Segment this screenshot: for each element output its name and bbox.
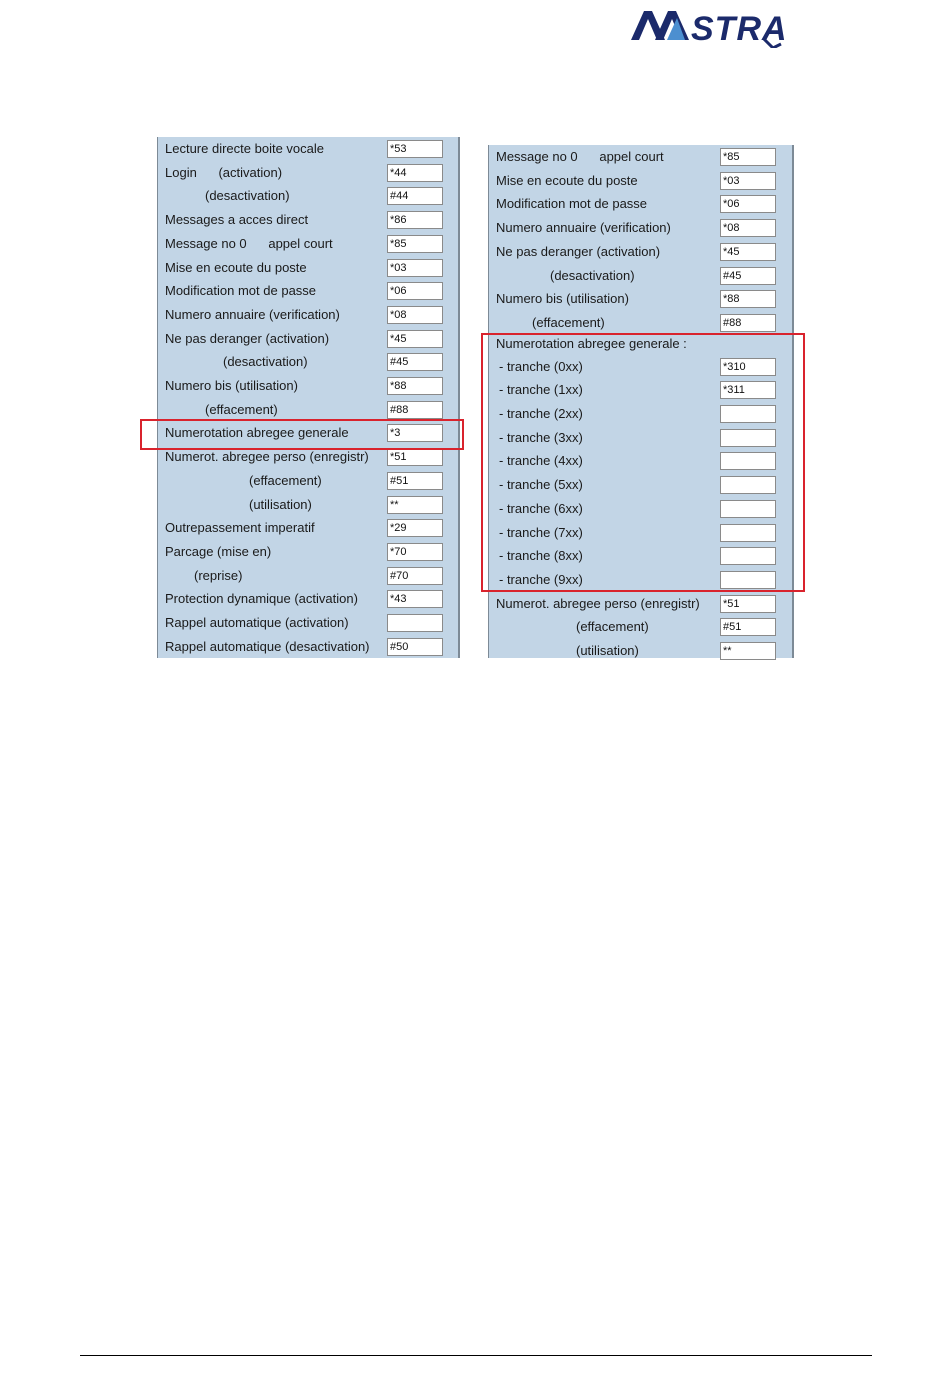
- code-input-left-11[interactable]: [387, 401, 443, 419]
- setting-label: Numerotation abregee generale: [165, 425, 349, 441]
- code-input-left-1[interactable]: [387, 164, 443, 182]
- code-input-right-5[interactable]: [720, 267, 776, 285]
- code-input-tranche-5[interactable]: [720, 476, 776, 494]
- code-input-tranche-4[interactable]: [720, 452, 776, 470]
- code-input-tranche-9[interactable]: [720, 571, 776, 589]
- setting-row: [158, 517, 458, 541]
- code-input-right-0[interactable]: [720, 148, 776, 166]
- setting-row: [489, 593, 792, 617]
- setting-label: Protection dynamique (activation): [165, 591, 358, 607]
- setting-row: [158, 588, 458, 612]
- setting-label: - tranche (0xx): [499, 358, 583, 374]
- code-input-tranche-8[interactable]: [720, 547, 776, 565]
- code-input-left-14[interactable]: [387, 472, 443, 490]
- code-input-left-7[interactable]: [387, 306, 443, 324]
- setting-row: [489, 288, 792, 312]
- setting-label: (utilisation): [249, 496, 312, 512]
- code-input-right-2[interactable]: [720, 195, 776, 213]
- setting-label: (desactivation): [205, 188, 290, 204]
- code-input-left-4[interactable]: [387, 235, 443, 253]
- setting-label: Numero annuaire (verification): [496, 220, 671, 236]
- setting-row: [489, 569, 792, 593]
- code-input-tranche-1[interactable]: [720, 381, 776, 399]
- setting-row: [158, 494, 458, 518]
- code-input-tranche-2[interactable]: [720, 405, 776, 423]
- setting-label: Numerot. abregee perso (enregistr): [496, 595, 700, 611]
- setting-row: [158, 470, 458, 494]
- code-input-tail-2[interactable]: [720, 642, 776, 660]
- code-input-left-5[interactable]: [387, 259, 443, 277]
- setting-row: [158, 233, 458, 257]
- setting-label: - tranche (5xx): [499, 477, 583, 493]
- setting-row: [489, 217, 792, 241]
- setting-row: [158, 375, 458, 399]
- left-config-panel: [157, 137, 460, 658]
- code-input-left-8[interactable]: [387, 330, 443, 348]
- setting-row: [489, 498, 792, 522]
- setting-row: [489, 616, 792, 640]
- setting-label: (desactivation): [550, 267, 635, 283]
- code-input-left-16[interactable]: [387, 519, 443, 537]
- code-input-right-6[interactable]: [720, 290, 776, 308]
- setting-row: [489, 640, 792, 664]
- setting-label: (effacement): [205, 401, 278, 417]
- setting-label: Login (activation): [165, 164, 283, 180]
- setting-label: (effacement): [249, 472, 322, 488]
- code-input-left-10[interactable]: [387, 377, 443, 395]
- setting-row: [158, 257, 458, 281]
- setting-row: [158, 446, 458, 470]
- setting-label: - tranche (1xx): [499, 382, 583, 398]
- setting-label: - tranche (4xx): [499, 453, 583, 469]
- setting-label: Message no 0 appel court: [496, 149, 664, 164]
- setting-label: - tranche (7xx): [499, 524, 583, 540]
- code-input-tranche-6[interactable]: [720, 500, 776, 518]
- code-input-left-13[interactable]: [387, 448, 443, 466]
- setting-label: Ne pas deranger (activation): [496, 243, 661, 259]
- code-input-tranche-3[interactable]: [720, 429, 776, 447]
- setting-label: Numerot. abregee perso (enregistr): [165, 449, 369, 465]
- code-input-right-7[interactable]: [720, 314, 776, 332]
- setting-label: Numero annuaire (verification): [165, 306, 340, 322]
- code-input-left-9[interactable]: [387, 353, 443, 371]
- code-input-left-12[interactable]: [387, 424, 443, 442]
- setting-label: Rappel automatique (desactivation): [165, 638, 370, 654]
- setting-label: Rappel automatique (activation): [165, 615, 349, 630]
- setting-row: [489, 333, 792, 357]
- setting-row: [158, 612, 458, 636]
- code-input-left-15[interactable]: [387, 496, 443, 514]
- code-input-left-2[interactable]: [387, 187, 443, 205]
- setting-label: (desactivation): [223, 354, 308, 370]
- setting-label: Numero bis (utilisation): [496, 291, 629, 307]
- setting-label: Numerotation abregee generale :: [496, 335, 687, 351]
- setting-label: Mise en ecoute du poste: [165, 259, 307, 275]
- code-input-left-6[interactable]: [387, 282, 443, 300]
- setting-row: [158, 399, 458, 423]
- setting-row: [489, 403, 792, 427]
- setting-row: [489, 427, 792, 451]
- code-input-left-21[interactable]: [387, 638, 443, 656]
- setting-row: [489, 545, 792, 569]
- aastra-logo: [631, 8, 817, 48]
- setting-row: [489, 450, 792, 474]
- setting-row: [158, 541, 458, 565]
- setting-row: [489, 146, 792, 170]
- setting-label: - tranche (6xx): [499, 500, 583, 516]
- setting-label: Numero bis (utilisation): [165, 378, 298, 393]
- setting-row: [158, 209, 458, 233]
- svg-text:STRA: STRA: [691, 10, 788, 48]
- setting-row: [158, 162, 458, 186]
- code-input-tranche-0[interactable]: [720, 358, 776, 376]
- setting-label: - tranche (9xx): [499, 571, 583, 587]
- code-input-left-3[interactable]: [387, 211, 443, 229]
- code-input-left-18[interactable]: [387, 567, 443, 585]
- code-input-left-0[interactable]: [387, 140, 443, 158]
- setting-label: (effacement): [576, 619, 649, 635]
- setting-row: [489, 193, 792, 217]
- setting-row: [489, 522, 792, 546]
- setting-label: - tranche (2xx): [499, 406, 583, 421]
- aastra-logo-graphic: [631, 8, 817, 48]
- setting-row: [158, 185, 458, 209]
- setting-label: Modification mot de passe: [165, 283, 317, 299]
- setting-row: [158, 138, 458, 162]
- setting-row: [158, 565, 458, 589]
- code-input-tail-0[interactable]: [720, 595, 776, 613]
- code-input-left-20[interactable]: [387, 614, 443, 632]
- code-input-right-4[interactable]: [720, 243, 776, 261]
- setting-label: (utilisation): [576, 643, 639, 658]
- code-input-left-17[interactable]: [387, 543, 443, 561]
- setting-label: Outrepassement imperatif: [165, 520, 315, 536]
- setting-label: Lecture directe boite vocale: [165, 141, 324, 156]
- setting-label: Parcage (mise en): [165, 543, 272, 559]
- setting-row: [158, 304, 458, 328]
- setting-label: Modification mot de passe: [496, 196, 648, 212]
- setting-row: [158, 280, 458, 304]
- setting-row: [158, 422, 458, 446]
- setting-label: Message no 0 appel court: [165, 235, 333, 251]
- setting-row: [489, 356, 792, 380]
- setting-row: [158, 636, 458, 660]
- setting-row: [158, 351, 458, 375]
- setting-label: (effacement): [532, 314, 605, 330]
- setting-label: Messages a acces direct: [165, 212, 309, 228]
- code-input-tranche-7[interactable]: [720, 524, 776, 542]
- setting-label: - tranche (3xx): [499, 429, 583, 445]
- code-input-right-3[interactable]: [720, 219, 776, 237]
- code-input-tail-1[interactable]: [720, 618, 776, 636]
- setting-row: [489, 474, 792, 498]
- setting-row: [489, 265, 792, 289]
- setting-label: - tranche (8xx): [499, 548, 583, 564]
- setting-row: [489, 170, 792, 194]
- code-input-right-1[interactable]: [720, 172, 776, 190]
- setting-row: [158, 328, 458, 352]
- setting-row: [489, 379, 792, 403]
- setting-row: [489, 241, 792, 265]
- setting-label: Mise en ecoute du poste: [496, 172, 638, 188]
- code-input-left-19[interactable]: [387, 590, 443, 608]
- setting-label: (reprise): [194, 567, 243, 583]
- setting-label: Ne pas deranger (activation): [165, 330, 330, 346]
- right-config-panel: [488, 145, 794, 658]
- footer-rule: [80, 1355, 872, 1356]
